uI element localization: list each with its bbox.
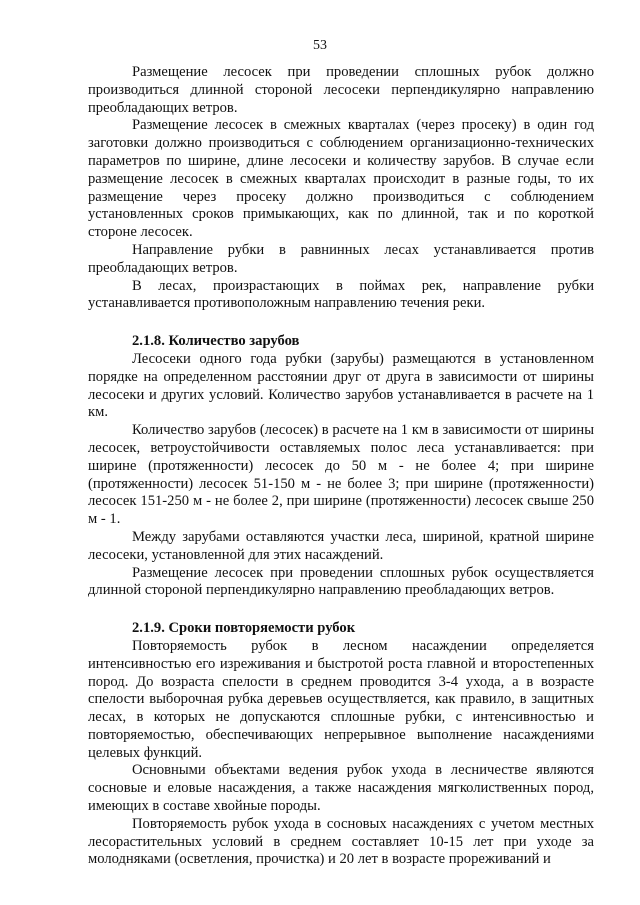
paragraph: Количество зарубов (лесосек) в расчете на 1 км в зависимости от ширины лесосек, ветроустойчивости оставляемых полос леса устанавливается: при ширине (протяженности) лесосек до 50 м - не более 4; при ширине (протяженности) лесосек 51-150 м - не более 3; при ширине (протяженности) лесосек 151-250 м - не более 2, при ширине (протяженности) лесосек свыше 250 м - 1. <box>88 422 594 528</box>
paragraph: Лесосеки одного года рубки (зарубы) размещаются в установленном порядке на определенном расстоянии друг от друга в зависимости от ширины лесосеки и других условий. Количество зарубов устанавливается в расчете на 1 км. <box>88 350 594 421</box>
paragraph: Направление рубки в равнинных лесах устанавливается против преобладающих ветров. <box>88 241 594 276</box>
paragraph: Основными объектами ведения рубок ухода в лесничестве являются сосновые и еловые насаждения, а также насаждения мягколиственных пород, имеющих в составе хвойные породы. <box>88 762 594 815</box>
paragraph: Между зарубами оставляются участки леса, шириной, кратной ширине лесосеки, установленной для этих насаждений. <box>88 528 594 563</box>
section-heading: 2.1.9. Сроки повторяемости рубок <box>132 620 356 637</box>
section-spacer <box>88 313 594 333</box>
page-content <box>88 64 594 869</box>
paragraph: Повторяемость рубок ухода в сосновых насаждениях с учетом местных лесорастительных условий в среднем составляет 10-15 лет при уходе за молодняками (осветления, прочистка) и 20 лет в возрасте прореживаний и <box>88 815 594 868</box>
paragraph: В лесах, произрастающих в поймах рек, направление рубки устанавливается противоположным направлению течения реки. <box>88 277 594 312</box>
paragraph: Повторяемость рубок в лесном насаждении определяется интенсивностью его изреживания и быстротой роста главной и второстепенных пород. До возраста спелости в среднем проводится 3-4 ухода, а в возрасте спелости выборочная рубка деревьев осуществляется, как правило, в защитных лесах, в которых не допускаются сплошные рубки, с интенсивностью и повторяемостью, обеспечивающих непрерывное выполнение насаждениями целевых функций. <box>88 637 594 761</box>
paragraph: Размещение лесосек в смежных кварталах (через просеку) в один год заготовки должно производиться с соблюдением организационно-технических параметров по ширине, длине лесосеки и количеству зарубов. В случае если размещение лесосек в смежных кварталах происходит в разные годы, то их размещение через просеку должно производиться с соблюдением установленных сроков примыкающих, как по длинной, так и по короткой стороне лесосек. <box>88 117 594 241</box>
page-number: 53 <box>313 38 327 53</box>
section-spacer <box>88 600 594 620</box>
paragraph: Размещение лесосек при проведении сплошных рубок осуществляется длинной стороной перпендикулярно направлению преобладающих ветров. <box>88 564 594 599</box>
paragraph: Размещение лесосек при проведении сплошных рубок должно производиться длинной стороной лесосеки перпендикулярно направлению преобладающих ветров. <box>88 64 594 116</box>
section-heading: 2.1.8. Количество зарубов <box>132 333 300 350</box>
